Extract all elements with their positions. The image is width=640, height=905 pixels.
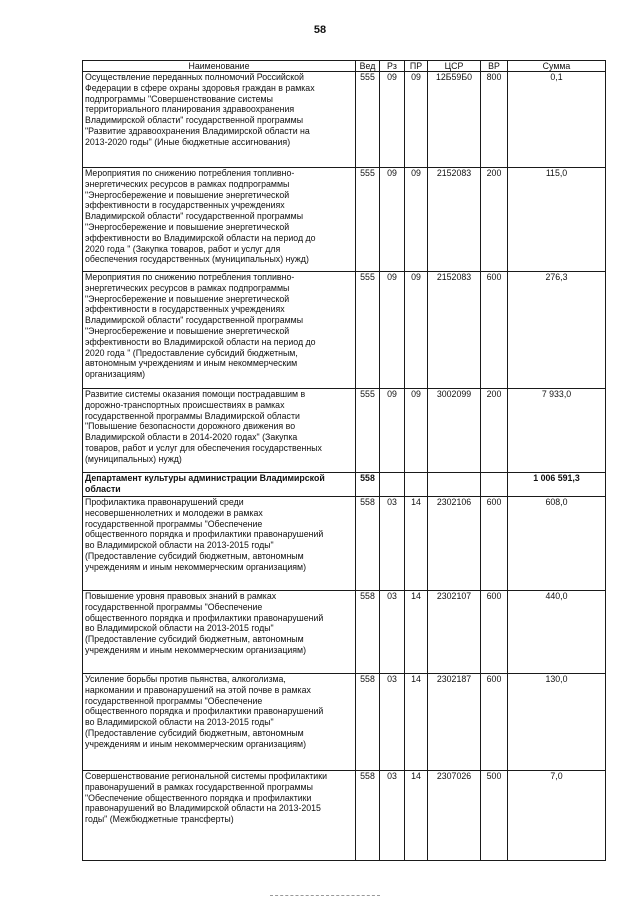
- row-sum: 0,1: [508, 72, 606, 168]
- row-ved: 558: [356, 674, 380, 771]
- row-csr: 2152083: [428, 272, 481, 389]
- row-rz: 09: [380, 389, 405, 473]
- row-vr: 600: [481, 497, 508, 591]
- row-rz: 09: [380, 72, 405, 168]
- row-name: Развитие системы оказания помощи пострадавшим в дорожно-транспортных происшествиях в рамках государственной программы Владимирской области "Повышение безопасности дорожного движения во Владимирской области в 2014-2020 годах" (Закупка товаров, работ и услуг для обеспечения государственных (муниципальных) нужд): [83, 389, 356, 473]
- page-number: 58: [313, 24, 327, 36]
- row-pr: 09: [405, 72, 428, 168]
- row-rz: 03: [380, 591, 405, 674]
- row-rz: 09: [380, 272, 405, 389]
- row-pr: 09: [405, 272, 428, 389]
- row-sum: 276,3: [508, 272, 606, 389]
- row-name: Мероприятия по снижению потребления топливно- энергетических ресурсов в рамках подпрограммы "Энергосбережение и повышение энергетической эффективности в государственных учреждениях Владимирской области" государственной программы "Энергосбережение и повышение энергетической эффективности во Владимирской области на период до 2020 года " (Предоставление субсидий бюджетным, автономным учреждениям и иным некоммерческим организациям): [83, 272, 356, 389]
- budget-table: [82, 60, 606, 861]
- row-sum: 440,0: [508, 591, 606, 674]
- row-ved: 558: [356, 771, 380, 861]
- row-ved: 555: [356, 272, 380, 389]
- row-vr: 200: [481, 389, 508, 473]
- row-vr: [481, 473, 508, 497]
- row-pr: 14: [405, 674, 428, 771]
- row-sum: 130,0: [508, 674, 606, 771]
- row-name: Усиление борьбы против пьянства, алкоголизма, наркомании и правонарушений на этой почве в рамках государственной программы "Обеспечение общественного порядка и профилактики правонарушений во Владимирской области на 2013-2015 годы" (Предоставление субсидий бюджетным, автономным учреждениям и иным некоммерческим организациям): [83, 674, 356, 771]
- row-name: Профилактика правонарушений среди несовершеннолетних и молодежи в рамках государственной программы "Обеспечение общественного порядка и профилактики правонарушений во Владимирской области на 2013-2015 годы" (Предоставление субсидий бюджетным, автономным учреждениям и иным некоммерческим организациям): [83, 497, 356, 591]
- header-rz: Рз: [380, 61, 405, 72]
- row-rz: 03: [380, 674, 405, 771]
- row-sum: 1 006 591,3: [508, 473, 606, 497]
- row-pr: 14: [405, 771, 428, 861]
- header-sum: Сумма: [508, 61, 606, 72]
- table-row: [83, 591, 606, 674]
- row-vr: 600: [481, 674, 508, 771]
- row-sum: 7,0: [508, 771, 606, 861]
- row-sum: 7 933,0: [508, 389, 606, 473]
- table-row: [83, 72, 606, 168]
- row-csr: 2302106: [428, 497, 481, 591]
- row-ved: 555: [356, 72, 380, 168]
- row-ved: 555: [356, 168, 380, 272]
- table-row: [83, 674, 606, 771]
- row-name: Повышение уровня правовых знаний в рамках государственной программы "Обеспечение общественного порядка и профилактики правонарушений во Владимирской области на 2013-2015 годы" (Предоставление субсидий бюджетным, автономным учреждениям и иным некоммерческим организациям): [83, 591, 356, 674]
- row-sum: 608,0: [508, 497, 606, 591]
- row-ved: 558: [356, 473, 380, 497]
- row-rz: 03: [380, 497, 405, 591]
- table-header-row: [83, 61, 606, 72]
- row-vr: 200: [481, 168, 508, 272]
- row-ved: 555: [356, 389, 380, 473]
- row-csr: 2307026: [428, 771, 481, 861]
- row-ved: 558: [356, 591, 380, 674]
- row-sum: 115,0: [508, 168, 606, 272]
- row-pr: 14: [405, 591, 428, 674]
- row-name: Мероприятия по снижению потребления топливно- энергетических ресурсов в рамках подпрограммы "Энергосбережение и повышение энергетической эффективности в государственных учреждениях Владимирской области" государственной программы "Энергосбережение и повышение энергетической эффективности во Владимирской области на период до 2020 года " (Закупка товаров, работ и услуг для обеспечения государственных (муниципальных) нужд): [83, 168, 356, 272]
- row-csr: 2152083: [428, 168, 481, 272]
- table-row: [83, 168, 606, 272]
- table-row: [83, 272, 606, 389]
- header-name: Наименование: [83, 61, 356, 72]
- row-vr: 800: [481, 72, 508, 168]
- row-csr: [428, 473, 481, 497]
- row-csr: 3002099: [428, 389, 481, 473]
- row-pr: [405, 473, 428, 497]
- row-rz: [380, 473, 405, 497]
- row-csr: 2302187: [428, 674, 481, 771]
- header-csr: ЦСР: [428, 61, 481, 72]
- row-vr: 600: [481, 272, 508, 389]
- row-rz: 09: [380, 168, 405, 272]
- table-row: [83, 389, 606, 473]
- row-vr: 600: [481, 591, 508, 674]
- header-vr: ВР: [481, 61, 508, 72]
- row-name: Осуществление переданных полномочий Российской Федерации в сфере охраны здоровья граждан в рамках подпрограммы "Совершенствование системы территориального планирования здравоохранения Владимирской области" государственной программы "Развитие здравоохранения Владимирской области на 2013-2020 годы" (Иные бюджетные ассигнования): [83, 72, 356, 168]
- table-row: [83, 771, 606, 861]
- row-pr: 09: [405, 168, 428, 272]
- table-row: [83, 497, 606, 591]
- row-rz: 03: [380, 771, 405, 861]
- row-name: Департамент культуры администрации Владимирской области: [83, 473, 356, 497]
- row-csr: 12Б59Б0: [428, 72, 481, 168]
- row-name: Совершенствование региональной системы профилактики правонарушений в рамках государственной программы "Обеспечение общественного порядка и профилактики правонарушений во Владимирской области на 2013-2015 годы" (Межбюджетные трансферты): [83, 771, 356, 861]
- table-row-department: [83, 473, 606, 497]
- header-ved: Вед: [356, 61, 380, 72]
- row-csr: 2302107: [428, 591, 481, 674]
- row-ved: 558: [356, 497, 380, 591]
- row-vr: 500: [481, 771, 508, 861]
- row-pr: 14: [405, 497, 428, 591]
- page-bottom-divider: [270, 895, 380, 896]
- row-pr: 09: [405, 389, 428, 473]
- header-pr: ПР: [405, 61, 428, 72]
